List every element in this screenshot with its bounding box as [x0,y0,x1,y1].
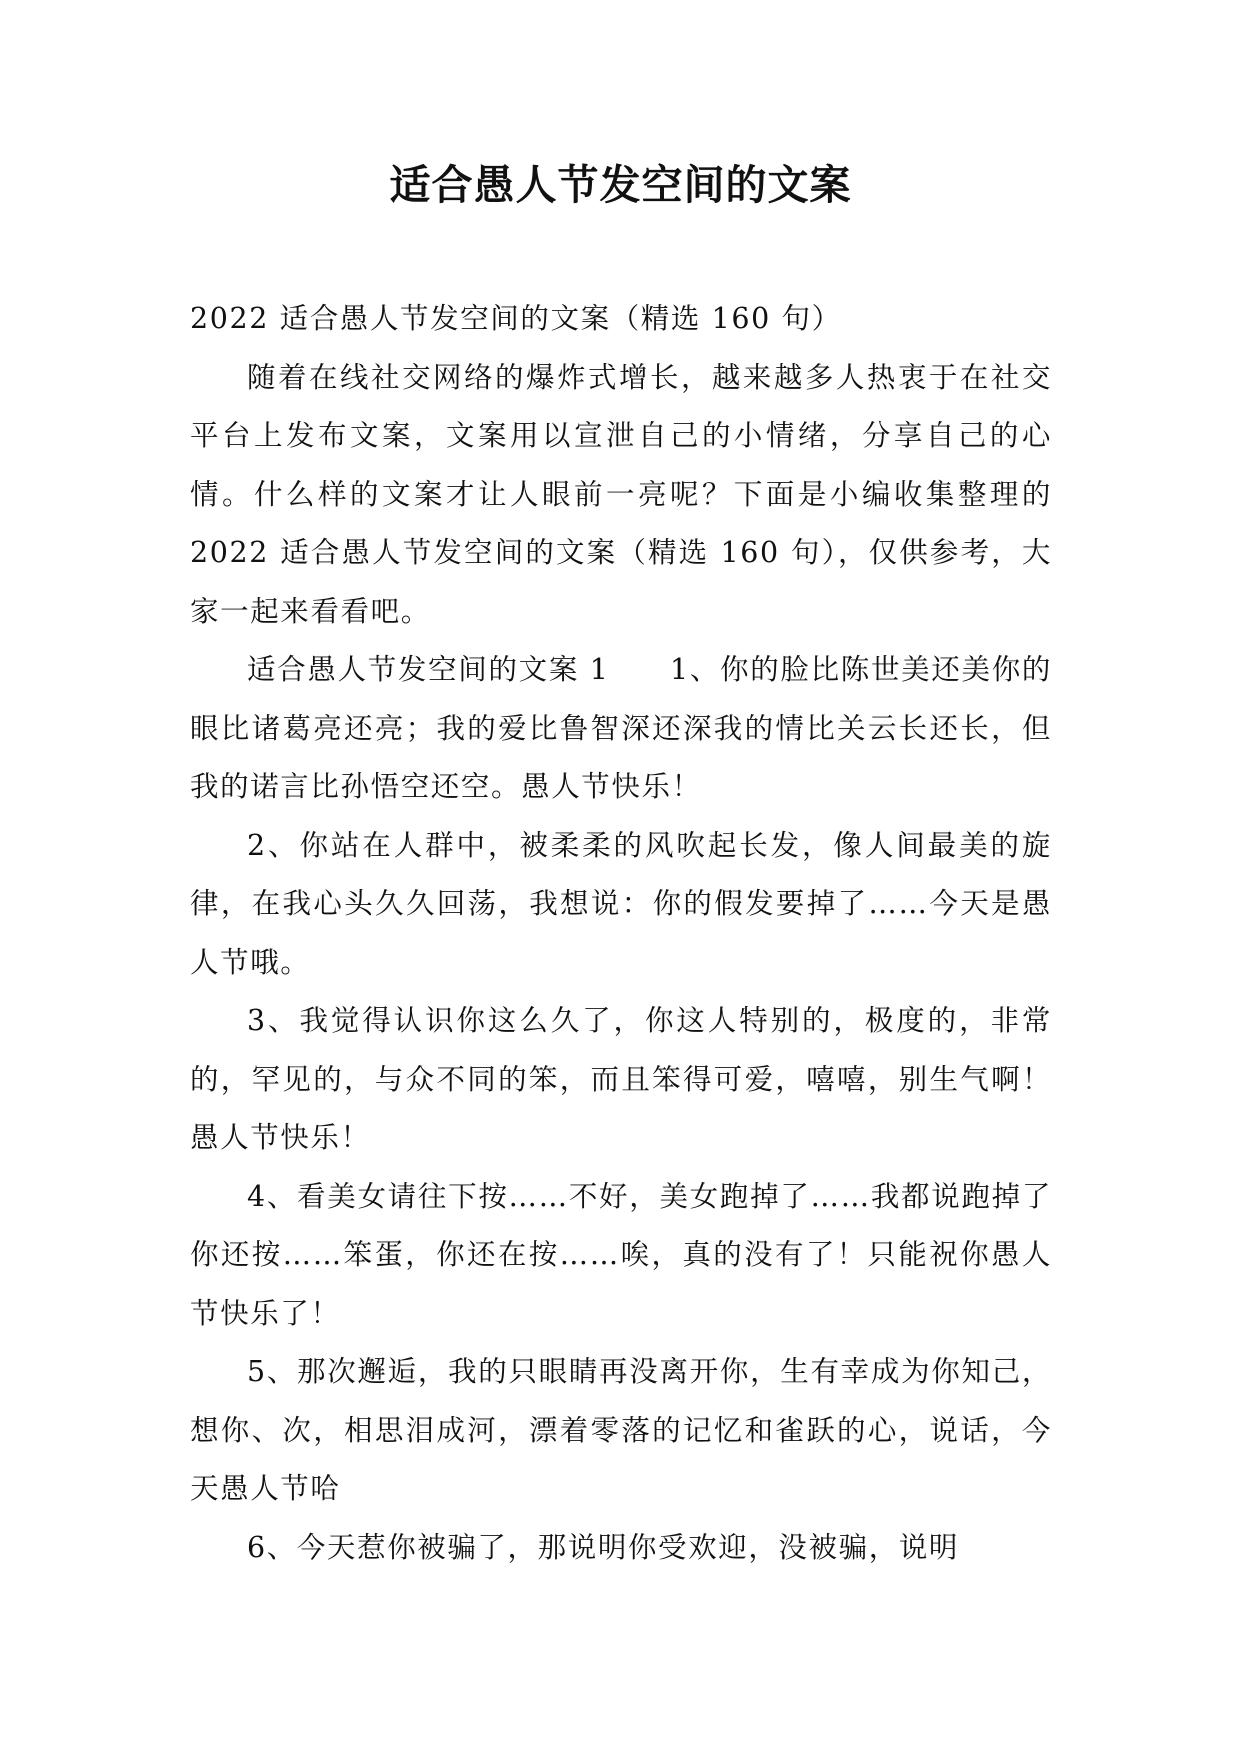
paragraph-item-4: 4、看美女请往下按……不好，美女跑掉了……我都说跑掉了你还按……笨蛋，你还在按……唉，真的没有了！只能祝你愚人节快乐了！ [190,1179,1052,1330]
document-subtitle: 2022 适合愚人节发空间的文案（精选 160 句） [190,302,842,335]
paragraph-intro: 随着在线社交网络的爆炸式增长，越来越多人热衷于在社交平台上发布文案，文案用以宣泄自己的小情绪，分享自己的心情。什么样的文案才让人眼前一亮呢？下面是小编收集整理的 2022 适合愚人节发空间的文案（精选 160 句），仅供参考，大家一起来看看吧。 [190,360,1052,628]
paragraph-item-6: 6、今天惹你被骗了，那说明你受欢迎，没被骗，说明 [247,1530,960,1564]
paragraph-item-2: 2、你站在人群中，被柔柔的风吹起长发，像人间最美的旋律，在我心头久久回荡，我想说：你的假发要掉了……今天是愚人节哦。 [190,828,1052,979]
document-title: 适合愚人节发空间的文案 [389,161,852,209]
paragraph-item-1: 适合愚人节发空间的文案 1 1、你的脸比陈世美还美你的眼比诸葛亮还亮；我的爱比鲁智深还深我的情比关云长还长，但我的诺言比孙悟空还空。愚人节快乐！ [190,653,1052,803]
paragraph-item-3: 3、我觉得认识你这么久了，你这人特别的，极度的，非常的，罕见的，与众不同的笨，而且笨得可爱，嘻嘻，别生气啊！愚人节快乐！ [190,1004,1052,1154]
document-body [190,290,1052,1577]
paragraph-item-5: 5、那次邂逅，我的只眼睛再没离开你，生有幸成为你知己，想你、次，相思泪成河，漂着零落的记忆和雀跃的心，说话，今天愚人节哈 [190,1355,1052,1505]
